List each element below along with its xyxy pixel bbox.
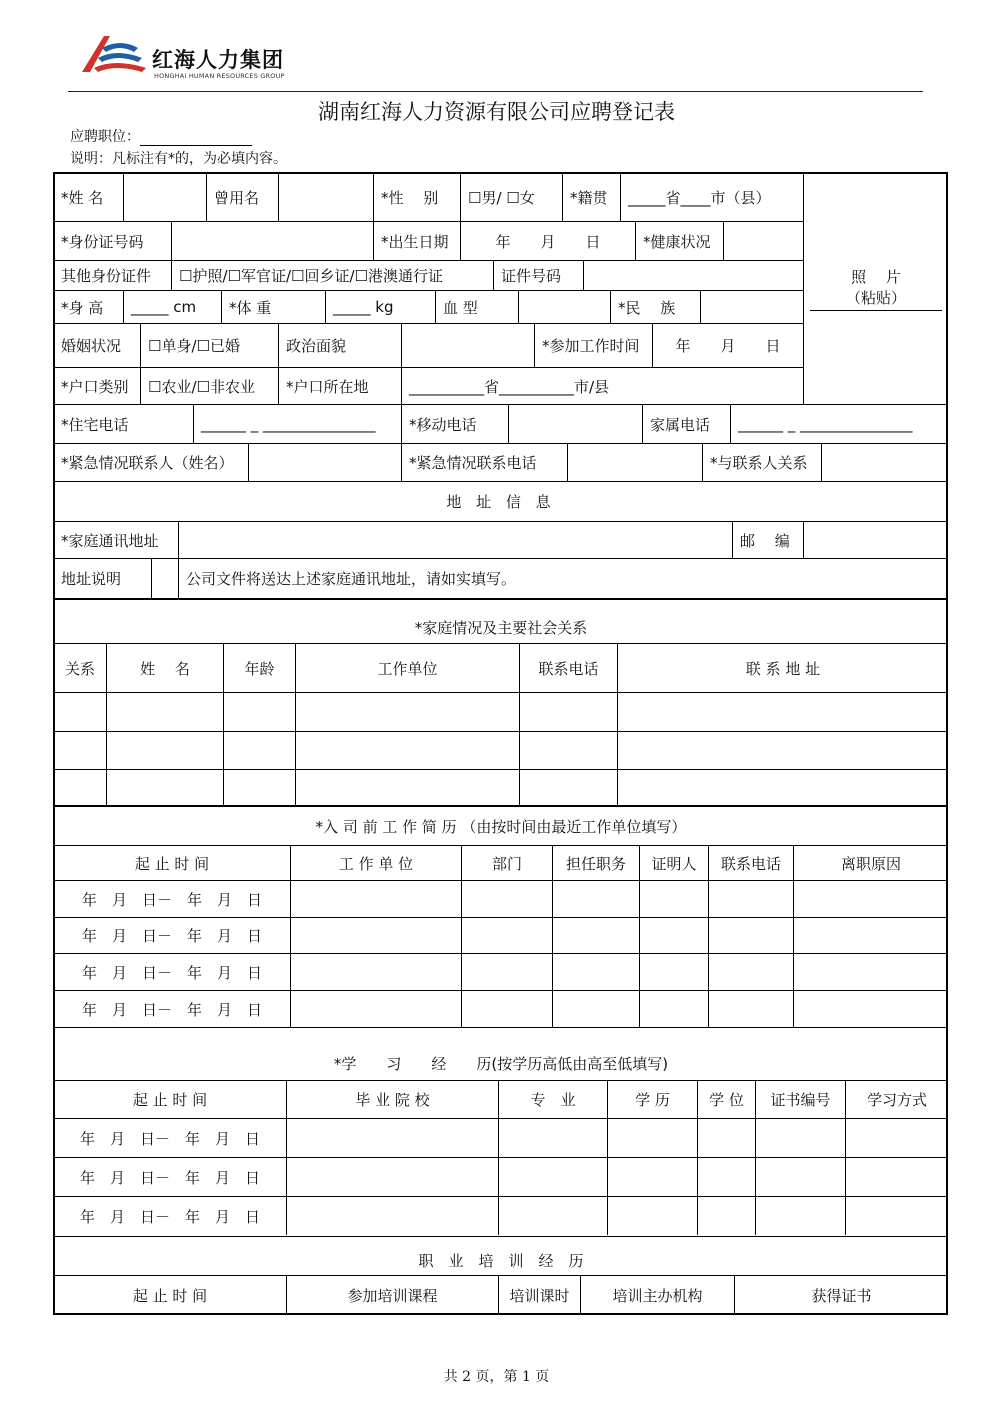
family-cell[interactable] <box>106 769 223 806</box>
work-header-cell: 起 止 时 间 <box>53 845 290 880</box>
family-cell[interactable] <box>617 692 948 731</box>
hukou-location-input[interactable]: __________省__________市/县 <box>401 367 803 404</box>
education-cell: 年 月 日－ 年 月 日 <box>53 1196 286 1235</box>
family-cell[interactable] <box>223 769 295 806</box>
education-header-cell: 证书编号 <box>755 1080 845 1118</box>
emergency-phone-label: *紧急情况联系电话 <box>401 443 567 481</box>
work-cell[interactable] <box>552 990 639 1027</box>
ethnic-input[interactable] <box>700 290 803 323</box>
work-cell: 年 月 日－ 年 月 日 <box>53 917 290 953</box>
work-cell[interactable] <box>639 917 708 953</box>
education-section-title: *学 习 经 历(按学历高低由高至低填写) <box>53 1027 948 1080</box>
work-cell[interactable] <box>639 880 708 917</box>
hukou-location-label: *户口所在地 <box>278 367 401 404</box>
education-cell[interactable] <box>845 1196 948 1235</box>
education-cell[interactable] <box>697 1118 755 1157</box>
other-id-options[interactable]: ☐护照/☐军官证/☐回乡证/☐港澳通行证 <box>171 260 493 290</box>
education-cell[interactable] <box>498 1157 607 1196</box>
work-start-label: *参加工作时间 <box>534 323 652 367</box>
family-header-cell: 关系 <box>53 643 106 692</box>
address-note-text: 公司文件将送达上述家庭通讯地址，请如实填写。 <box>178 558 948 598</box>
name-input[interactable] <box>123 172 206 221</box>
emergency-phone-input[interactable] <box>567 443 702 481</box>
work-cell[interactable] <box>708 917 793 953</box>
education-cell: 年 月 日－ 年 月 日 <box>53 1118 286 1157</box>
work-header-cell: 担任职务 <box>552 845 639 880</box>
work-cell[interactable] <box>793 917 948 953</box>
page-footer: 共 2 页，第 1 页 <box>443 1369 550 1385</box>
family-cell[interactable] <box>223 731 295 769</box>
address-note-divider <box>151 558 178 598</box>
education-cell: 年 月 日－ 年 月 日 <box>53 1157 286 1196</box>
family-header-cell: 联系电话 <box>519 643 617 692</box>
emergency-name-input[interactable] <box>248 443 401 481</box>
home-phone-input[interactable]: ______ _ _______________ <box>193 404 401 443</box>
section-rule <box>53 598 948 600</box>
education-cell[interactable] <box>607 1118 697 1157</box>
work-cell[interactable] <box>708 990 793 1027</box>
mobile-input[interactable] <box>508 404 642 443</box>
training-section-title: 职 业 培 训 经 历 <box>53 1236 948 1275</box>
family-cell[interactable] <box>617 731 948 769</box>
family-cell[interactable] <box>295 731 519 769</box>
gender-label: *性 别 <box>373 172 460 221</box>
work-cell: 年 月 日－ 年 月 日 <box>53 990 290 1027</box>
work-cell[interactable] <box>552 917 639 953</box>
blood-label: 血 型 <box>435 290 518 323</box>
work-start-input[interactable]: 年 月 日 <box>652 323 803 367</box>
work-cell[interactable] <box>461 917 552 953</box>
cert-number-input[interactable] <box>583 260 803 290</box>
marital-options[interactable]: ☐单身/☐已婚 <box>140 323 278 367</box>
native-input[interactable]: _____省____市（县） <box>620 172 803 221</box>
training-header-cell: 获得证书 <box>734 1275 948 1315</box>
photo-label: 照 片 <box>851 268 901 286</box>
training-header-cell: 培训主办机构 <box>580 1275 734 1315</box>
position-row <box>70 126 252 146</box>
education-header-cell: 起 止 时 间 <box>53 1080 286 1118</box>
name-label: *姓 名 <box>53 172 123 221</box>
weight-label: *体 重 <box>221 290 325 323</box>
cert-number-label: 证件号码 <box>493 260 583 290</box>
work-cell[interactable] <box>793 880 948 917</box>
work-cell[interactable] <box>461 953 552 990</box>
education-header-cell: 专 业 <box>498 1080 607 1118</box>
work-cell[interactable] <box>639 953 708 990</box>
address-note-label: 地址说明 <box>53 558 151 598</box>
work-cell[interactable] <box>552 953 639 990</box>
education-cell[interactable] <box>755 1157 845 1196</box>
home-address-input[interactable] <box>178 521 732 558</box>
education-header-cell: 毕 业 院 校 <box>286 1080 498 1118</box>
education-cell[interactable] <box>286 1196 498 1235</box>
mobile-label: *移动电话 <box>401 404 508 443</box>
education-cell[interactable] <box>697 1196 755 1235</box>
photo-paste-label: （粘贴） <box>810 287 942 311</box>
family-cell[interactable] <box>295 769 519 806</box>
education-cell[interactable] <box>845 1118 948 1157</box>
family-cell[interactable] <box>519 769 617 806</box>
position-label: 应聘职位： <box>70 129 140 145</box>
political-input[interactable] <box>401 323 534 367</box>
work-section-title: *入 司 前 工 作 简 历 （由按时间由最近工作单位填写） <box>53 806 948 845</box>
work-cell: 年 月 日－ 年 月 日 <box>53 880 290 917</box>
postcode-input[interactable] <box>803 521 948 558</box>
education-header-cell: 学习方式 <box>845 1080 948 1118</box>
relation-input[interactable] <box>821 443 948 481</box>
work-cell[interactable] <box>708 880 793 917</box>
postcode-label: 邮 编 <box>732 521 803 558</box>
education-cell[interactable] <box>755 1118 845 1157</box>
education-cell[interactable] <box>755 1196 845 1235</box>
work-cell[interactable] <box>461 880 552 917</box>
section-rule <box>53 805 948 807</box>
application-form <box>53 172 948 1315</box>
other-id-label: 其他身份证件 <box>53 260 171 290</box>
work-header-cell: 工 作 单 位 <box>290 845 461 880</box>
height-label: *身 高 <box>53 290 123 323</box>
political-label: 政治面貌 <box>278 323 401 367</box>
work-cell[interactable] <box>708 953 793 990</box>
gender-options[interactable]: ☐男/ ☐女 <box>460 172 562 221</box>
hukou-type-label: *户口类别 <box>53 367 140 404</box>
work-cell: 年 月 日－ 年 月 日 <box>53 953 290 990</box>
work-cell[interactable] <box>639 990 708 1027</box>
family-section-title: *家庭情况及主要社会关系 <box>53 598 948 643</box>
family-header-cell: 年龄 <box>223 643 295 692</box>
alias-input[interactable] <box>278 172 373 221</box>
home-phone-label: *住宅电话 <box>53 404 193 443</box>
education-cell[interactable] <box>286 1118 498 1157</box>
relation-label: *与联系人关系 <box>702 443 821 481</box>
form-note: 说明：凡标注有*的，为必填内容。 <box>70 151 287 167</box>
page-title: 湖南红海人力资源有限公司应聘登记表 <box>318 100 675 124</box>
native-label: *籍贯 <box>562 172 620 221</box>
health-label: *健康状况 <box>635 221 723 260</box>
training-header-cell: 参加培训课程 <box>286 1275 498 1315</box>
work-cell[interactable] <box>552 880 639 917</box>
family-cell[interactable] <box>53 769 106 806</box>
education-header-cell: 学 历 <box>607 1080 697 1118</box>
family-cell[interactable] <box>53 731 106 769</box>
education-cell[interactable] <box>607 1196 697 1235</box>
work-cell[interactable] <box>793 990 948 1027</box>
birthdate-input[interactable]: 年 月 日 <box>460 221 635 260</box>
health-input[interactable] <box>723 221 803 260</box>
work-cell[interactable] <box>793 953 948 990</box>
education-cell[interactable] <box>498 1118 607 1157</box>
ethnic-label: *民 族 <box>610 290 700 323</box>
family-header-cell: 姓 名 <box>106 643 223 692</box>
work-header-cell: 部门 <box>461 845 552 880</box>
family-cell[interactable] <box>617 769 948 806</box>
id-number-input[interactable] <box>171 221 373 260</box>
family-header-cell: 工作单位 <box>295 643 519 692</box>
family-cell[interactable] <box>519 731 617 769</box>
blood-input[interactable] <box>518 290 610 323</box>
height-input[interactable]: _____ cm <box>123 290 221 323</box>
education-cell[interactable] <box>845 1157 948 1196</box>
home-address-label: *家庭通讯地址 <box>53 521 178 558</box>
position-input[interactable] <box>140 131 252 146</box>
weight-input[interactable]: _____ kg <box>325 290 435 323</box>
id-number-label: *身份证号码 <box>53 221 171 260</box>
family-cell[interactable] <box>295 692 519 731</box>
education-cell[interactable] <box>498 1196 607 1235</box>
education-cell[interactable] <box>607 1157 697 1196</box>
emergency-name-label: *紧急情况联系人（姓名） <box>53 443 248 481</box>
alias-label: 曾用名 <box>206 172 278 221</box>
family-phone-label: 家属电话 <box>642 404 730 443</box>
family-header-cell: 联 系 地 址 <box>617 643 948 692</box>
work-cell[interactable] <box>461 990 552 1027</box>
marital-label: 婚姻状况 <box>53 323 140 367</box>
work-header-cell: 离职原因 <box>793 845 948 880</box>
hukou-type-options[interactable]: ☐农业/☐非农业 <box>140 367 278 404</box>
education-header-cell: 学 位 <box>697 1080 755 1118</box>
family-phone-input[interactable]: ______ _ _______________ <box>730 404 948 443</box>
family-cell[interactable] <box>106 692 223 731</box>
family-cell[interactable] <box>106 731 223 769</box>
work-cell[interactable] <box>290 953 461 990</box>
photo-box[interactable] <box>803 172 948 404</box>
logo-subtitle: HONGHAI HUMAN RESOURCES GROUP <box>154 72 285 80</box>
work-cell[interactable] <box>290 990 461 1027</box>
address-section-title: 地 址 信 息 <box>53 481 948 521</box>
education-cell[interactable] <box>286 1157 498 1196</box>
birthdate-label: *出生日期 <box>373 221 460 260</box>
training-header-cell: 起 止 时 间 <box>53 1275 286 1315</box>
header-divider <box>68 91 923 92</box>
family-cell[interactable] <box>519 692 617 731</box>
family-cell[interactable] <box>223 692 295 731</box>
education-cell[interactable] <box>697 1157 755 1196</box>
training-header-cell: 培训课时 <box>498 1275 580 1315</box>
work-header-cell: 证明人 <box>639 845 708 880</box>
work-cell[interactable] <box>290 880 461 917</box>
work-header-cell: 联系电话 <box>708 845 793 880</box>
work-cell[interactable] <box>290 917 461 953</box>
family-cell[interactable] <box>53 692 106 731</box>
logo-name: 红海人力集团 <box>152 47 284 72</box>
